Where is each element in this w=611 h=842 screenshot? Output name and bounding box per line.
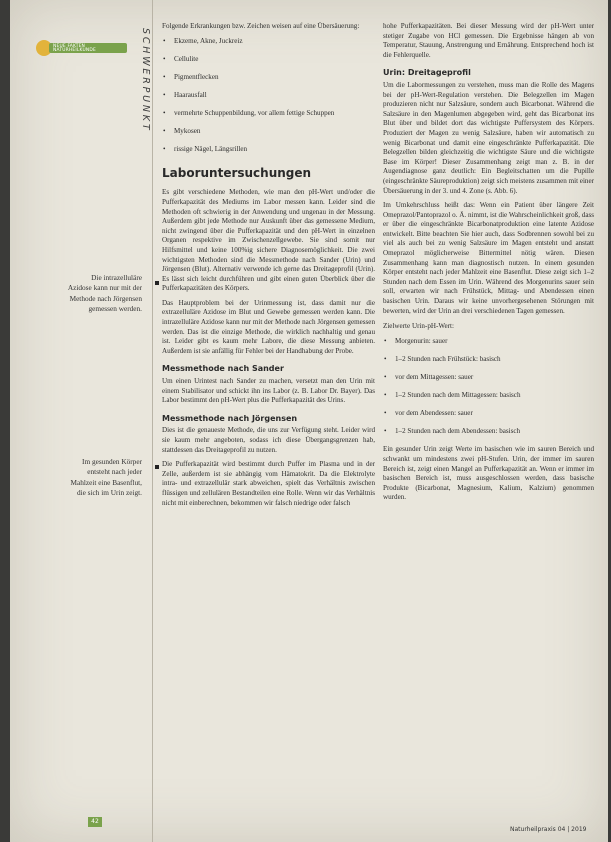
paragraph: Um die Labormessungen zu verstehen, muss man die Rolle des Magens bei der pH-Wert-Regulation verstehen. Die Belegzellen im Magen produzieren nicht nur Salzsäure, sondern auch Bicarbonat. Während die Salzsäure in den Magenlumen abgegeben wird, geht das Bicarbonat ins Blut über und bildet dort das wichtigste Puffersystem des Körpers. Produziert der Magen zu wenig Salzsäure, haben wir automatisch zu wenig Bicarbonat und damit eine eingeschränkte Pufferkapazität. Die Belegzellen bilden gleichzeitig die wichtigste Säure und die wichtigste Base im Körper! Dieser Zusammenhang zeigt man z. B. in der Augendiagnose ganz deutlich: Ein Begleitschatten um die Pupille (eingeschränkte Säureproduktion) zeigt sich meistens zusammen mit einer Übersäuerung in der 3. und 4. Zone (s. Abb. 6). xyxy=(383,80,594,195)
paragraph: Im Umkehrschluss heißt das: Wenn ein Patient über längere Zeit Omeprazol/Pantoprazol o. Ä. nimmt, ist die Wahrscheinlichkeit groß, dass er über die eingeschränkte Bicarbonatproduktion eine latente Azidose entwickelt. Bitte beachten Sie hier auch, dass Sodbrennen sowohl bei zu viel als auch bei zu wenig Salzsäure im Magen entsteht und anstatt Omeprazol möglicherweise Bittermittel nötig wären. Diesen Zusammenhang kann man diagnostisch nutzen. In einem gesunden Körper entsteht nach jeder Mahlzeit eine Basenflut. Diese zeigt sich 1–2 Stunden nach dem Essen im Urin. Während des Morgenurins sauer sein soll, erwarten wir nach Frühstück, Mittag- und Abendessen einen basischen Urin. Daraus wir keine unvorhergesehenen Störungen mit bewerten, wird der Urin an drei verschiedenen Tagen gemessen. xyxy=(383,201,594,315)
list-item: • 1–2 Stunden nach dem Mittagessen: basisch xyxy=(383,391,594,401)
magazine-logo xyxy=(36,40,126,56)
column-left xyxy=(162,22,375,513)
list-item: • Ekzeme, Akne, Juckreiz xyxy=(162,37,375,47)
list-item: • Mykosen xyxy=(162,127,375,137)
magazine-page xyxy=(10,0,608,842)
list-item: • 1–2 Stunden nach dem Abendessen: basisch xyxy=(383,427,594,437)
margin-divider xyxy=(152,0,153,842)
profile-title: Zielwerte Urin-pH-Wert: xyxy=(383,322,454,331)
column-right xyxy=(383,22,594,508)
paragraph: Es gibt verschiedene Methoden, wie man den pH-Wert und/oder die Pufferkapazität des Mediums im Labor messen kann. Leider sind die Methoden oft schwierig in der Anwendung und ungenau in der Messung. Außerdem gibt jede Methode nur Auskunft über das gemessene Medium, nicht zwingend über die Pufferkapazität und den pH-Wert in einzelnen Organen respektive im Zwischenzellgewebe. Sie sind somit nur Hilfsmittel und keine 100%ig sichere Diagnosemöglichkeit. Die zwei wichtigsten Methoden sind die Messmethode nach Sander (Urin) und Jörgensen (Blut). Alternativ verwende ich gerne das Dreitageprofil (Urin). Es lässt sich leicht durchführen und gibt einen guten Überblick über die Pufferkapazitäten des Körpers. xyxy=(162,188,375,293)
sidebar-marker-2 xyxy=(155,465,159,469)
sidebar-note-1: Die intrazelluläre Azidose kann nur mit der Methode nach Jörgensen gemessen werden. xyxy=(67,273,142,313)
paragraph: Um einen Urintest nach Sander zu machen, versetzt man den Urin mit einem Stabilisator und schickt ihn ins Labor (z. B. Labor Dr. Bayer). Das Labor bestimmt den pH-Wert plus die Pufferkapazität des Urins. xyxy=(162,377,375,405)
list-item: • Pigmentflecken xyxy=(162,73,375,83)
list-item: • Haarausfall xyxy=(162,91,375,101)
logo-line1: NEUE FAKTEN xyxy=(53,43,86,49)
page-number: 42 xyxy=(88,817,102,827)
paragraph: Das Hauptproblem bei der Urinmessung ist, dass damit nur die extrazelluläre Azidose im Blut und Gewebe gemessen werden kann. Die intrazelluläre Azidose kann nur mit der Methode nach Jörgensen gemessen werden. Das ist die einzige Methode, die wirklich nachhaltig und genau ist. Leider gibt es kaum mehr Labore, die diese Messung anbieten. Außerdem ist sie anfällig für Fehler bei der Handhabung der Probe. xyxy=(162,298,375,355)
intro-text: Folgende Erkrankungen bzw. Zeichen weisen auf eine Übersäuerung: xyxy=(162,22,360,30)
list-item: • 1–2 Stunden nach Frühstück: basisch xyxy=(383,355,594,365)
sidebar-note-2: Im gesunden Körper entsteht nach jeder Mahlzeit eine Basenflut, die sich im Urin zeigt. xyxy=(70,457,142,497)
paragraph: Dies ist die genaueste Methode, die uns zur Verfügung steht. Leider wird sie kaum mehr angeboten, sodass ich diese Übergangsgrenzen hab, stattdessen das Dreitageprofil zu nutzen. xyxy=(162,426,375,454)
symptom-list xyxy=(162,37,375,155)
sidebar-marker-1 xyxy=(155,281,159,285)
subheading-urin: Urin: Dreitageprofil xyxy=(383,68,471,78)
list-item: • vor dem Mittagessen: sauer xyxy=(383,373,594,383)
profile-list xyxy=(383,337,594,437)
list-item: • vor dem Abendessen: sauer xyxy=(383,409,594,419)
section-heading: Laboruntersuchungen xyxy=(162,165,312,180)
list-item: • vermehrte Schuppenbildung, vor allem fettige Schuppen xyxy=(162,109,375,119)
list-item: • Cellulite xyxy=(162,55,375,65)
list-item: • rissige Nägel, Längsrillen xyxy=(162,145,375,155)
subheading-sander: Messmethode nach Sander xyxy=(162,364,284,374)
paragraph: Ein gesunder Urin zeigt Werte im basischen wie im sauren Bereich und schwankt um mindestens zwei pH-Stufen. Urin, der immer im sauren Bereich ist, zeigt einen Mangel an Pufferkapazität an. Wenn er immer im basischen Bereich ist, muss ausgeschlossen werden, dass basische Produkte (Bicarbonat, Magnesium, Kalium, Kalzium) genommen wurden. xyxy=(383,445,594,502)
logo-line2: NATURHEILKUNDE xyxy=(53,48,96,53)
section-tag: SCHWERPUNKT xyxy=(140,28,151,133)
subheading-joergensen: Messmethode nach Jörgensen xyxy=(162,413,298,423)
footer-issue: Naturheilpraxis 04 | 2019 xyxy=(510,826,587,833)
list-item: • Morgenurin: sauer xyxy=(383,337,594,347)
paragraph: hohe Pufferkapazitäten. Bei dieser Messung wird der pH-Wert unter stetiger Zugabe von HCl gemessen. Die Ergebnisse hängen ab von Temperatur, Stauung, Anstrengung und Ernährung. Entsprechend hoch ist die Fehlerquelle. xyxy=(383,22,594,59)
paragraph: Die Pufferkapazität wird bestimmt durch Puffer im Plasma und in der Zelle, außerdem ist sie abhängig vom Hämatokrit. Da die Elektrolyte intra- und extrazellulär stark abweichen, spielt das Verhältnis zwischen flüssigen und zellulären Bestandteilen eine Rolle. Wenn wir das Verhältnis nicht mit einberechnen, bekommen wir falsch niedrige oder falsch xyxy=(162,460,375,507)
